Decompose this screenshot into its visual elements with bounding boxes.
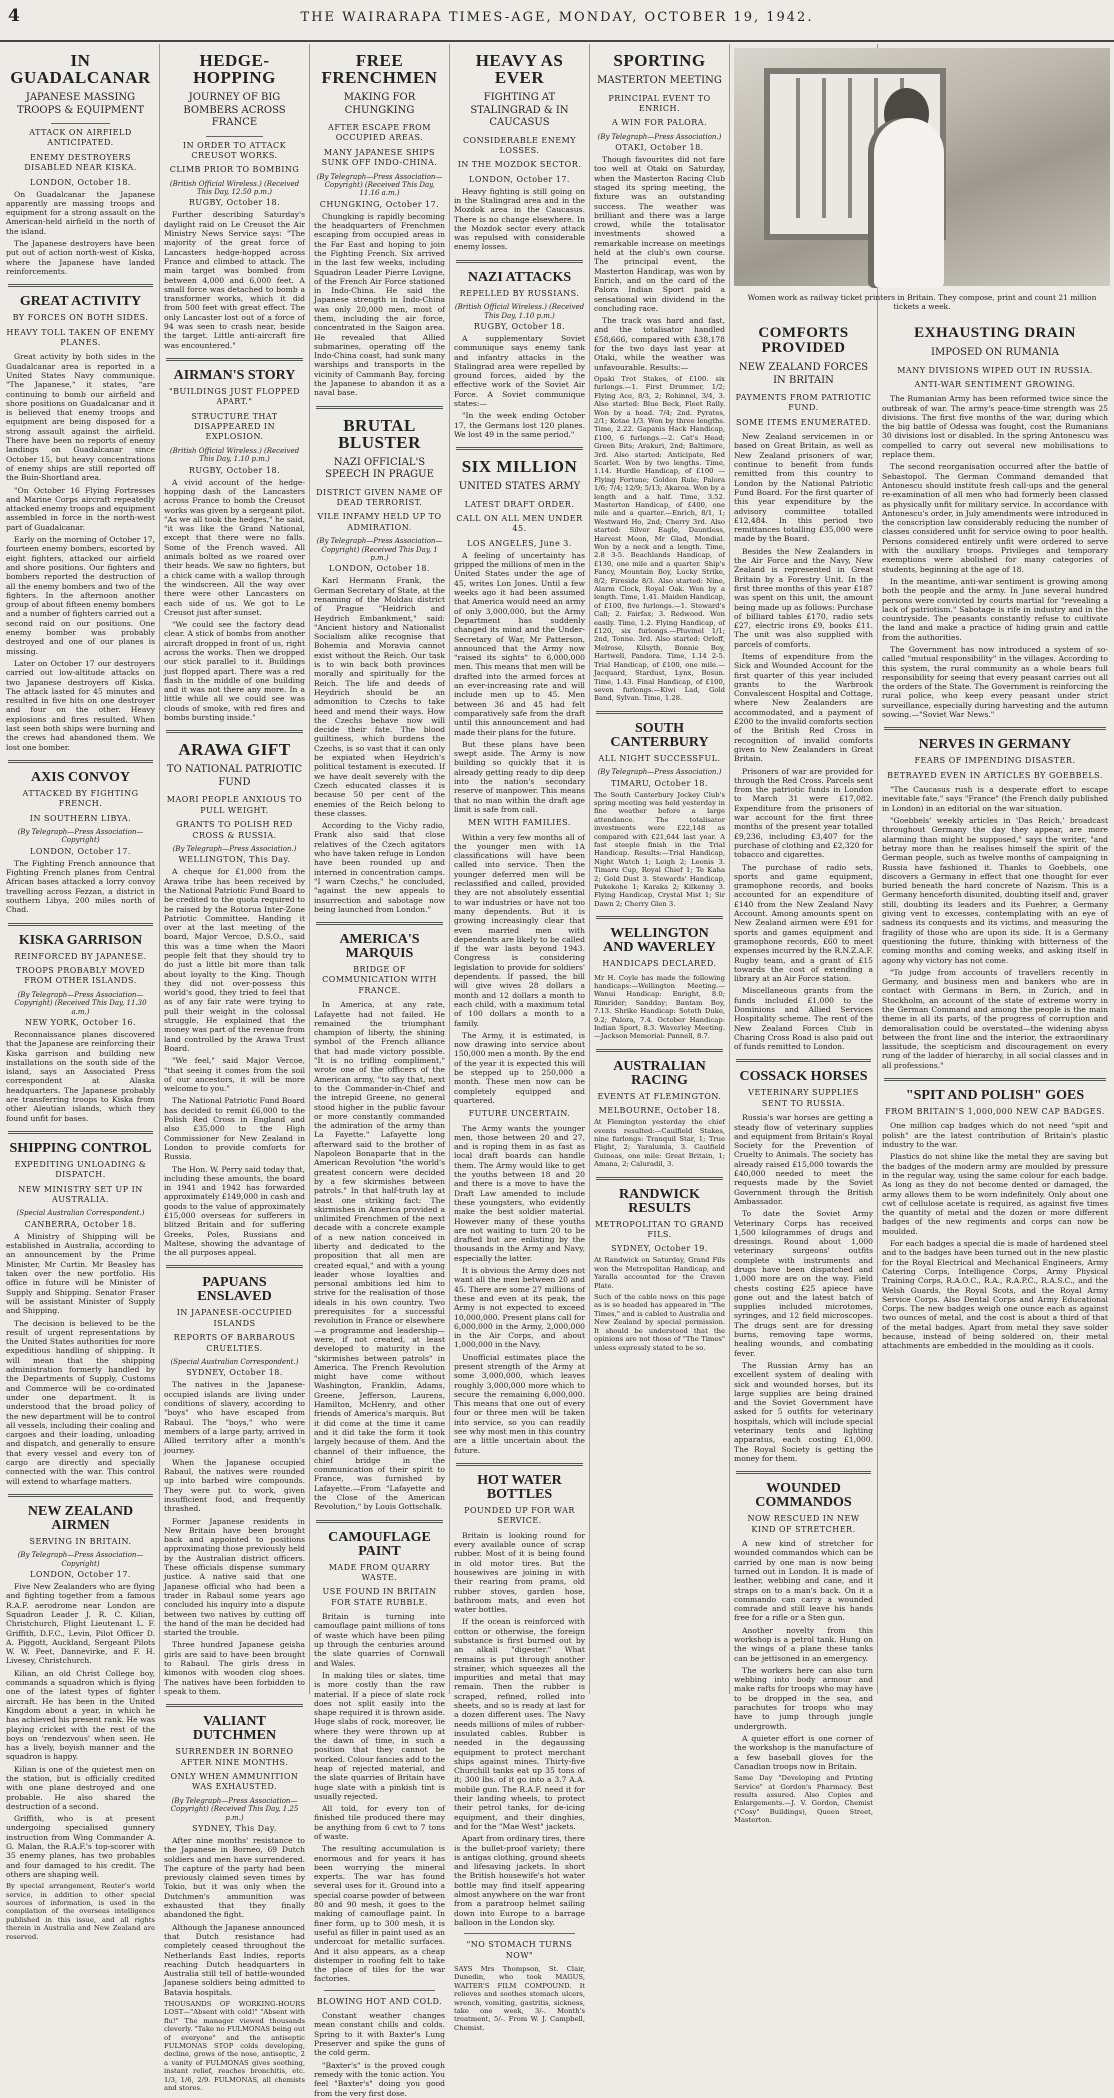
deck: CLIMB PRIOR TO BOMBING — [169, 165, 300, 175]
column-2 — [160, 44, 310, 2093]
column-7 — [878, 318, 1112, 1694]
deck: JAPANESE MASSING TROOPS & EQUIPMENT — [17, 92, 144, 116]
article-paragraph: Kilian is one of the quietest men on the station, but is officially credited with one plane destroyed and one probable. He also shared the destruction of a second. — [6, 1764, 155, 1811]
divider — [166, 1265, 303, 1268]
article-paragraph: It is obvious the Army does not want all the men between 20 and 45. There are some 27 millions of these and even at its peak, the Army is not expected to exceed 10,000,000. Present plans call for 6,000,000 in the Army, 2,000,000 in the Air Corps, and about 1,000,000 in the Navy. — [454, 1266, 585, 1350]
deck: HEAVY TOLL TAKEN OF ENEMY PLANES. — [6, 327, 155, 348]
article-paragraph: The Army, it is estimated, is now drawing into service about 150,000 men a month. By the end of the year it is expected this will be stepped up to 250,000 a month. These men now can be completely equipped and quartered. — [454, 1030, 585, 1105]
dateline: LONDON, October 18. — [329, 564, 430, 574]
article-paragraph: Unofficial estimates place the present strength of the Army at some 3,000,000, which leaves roughly 3,000,000 more which to secure the remaining 6,000,000. This means that one out of every four or three men will be taken into service, so you can readily see why most men in this country are a little uncertain about the future. — [454, 1352, 585, 1455]
deck: POUNDED UP FOR WAR SERVICE. — [464, 1505, 575, 1526]
deck: ANTI-WAR SENTIMENT GROWING. — [914, 379, 1076, 389]
article-paragraph: At Flemington yesterday the chief events resulted:—Caulfield Stakes, nine furlongs: Tranquil Star, 1; True Flight, 2; Yaralumla, 3. Caulfield Guineas, one mile: Great Britain, 1; Amana, 2; Caluradil, 3. — [594, 1118, 725, 1169]
article-paragraph: Reconnaissance planes discovered that the Japanese are reinforcing their Kiska garrison and building new installations on the south side of the island, says an Associated Press correspondent at Alaska headquarters. The Japanese probably are transferring troops to Kiska from other Aleutian islands, which they found unfit for bases. — [6, 1029, 155, 1123]
article-paragraph: The track was hard and fast, and the totalisator handled £58,666, compared with £38,178 for the two days last year at Otaki, while the weather was unfavourable. Results:— — [594, 316, 725, 372]
divider — [456, 260, 583, 263]
headline: RANDWICK RESULTS — [619, 1186, 700, 1216]
photo-caption: Women work as railway ticket printers in Britain. They compose, print and count 21 million tickets a week. — [747, 293, 1097, 311]
deck: REPORTS OF BARBAROUS CRUELTIES. — [173, 1333, 296, 1353]
article-paragraph: In America, at any rate, Lafayette had not failed. He remained the triumphant champion of liberty, the shining symbol of the French alliance that had made victory possible. "It is no trifling compliment," wrote one of the officers of the American army, "to say that, next to the Commander-in-Chief and the intrepid Greene, no general stood higher in the public favour or more constantly commanded the admiration of the army than La Fayette." Lafayette long afterward said to the brother of Napoleon Bonaparte that in the American Revolution "the world's greatest concern were decided by a few skirmishes between patrols." In that half-truth lay at least one striking fact: The skirmishes in America provided a unlimited Frenchmen of the next decade with a concrete example of a new nation conceived in liberty and dedicated to the proposition that all men are created equal," and with a young leader whose loyalties and personal ambitions led him to strive for the realisation of those ideals in his own country. Two prerequisites for a successful revolution in France or elsewhere—a programme and leadership—were, if not created, at least developed to maturity in the "skirmishes between patrols" in America. The French Revolution might have come without Washington, Franklin, Adams, Greene, Jefferson, Laurens, Hamilton, McHenry, and other friends of America's marquis. But it did come at the time it came and it did take the form it took largely because of them. And the channel of their influence, the chief bridge in the communication of their spirit to France, was furnished by Lafayette.—From "Lafayette and the Close of the American Revolution," by Louis Gottschalk. — [314, 1000, 445, 1512]
byline: (By Telegraph—Press Association—Copyright) — [17, 828, 144, 845]
deck: PRINCIPAL EVENT TO ENRICH. — [608, 93, 711, 113]
deck: HANDICAPS DECLARED. — [602, 959, 717, 969]
dateline: LOS ANGELES, June 3. — [467, 538, 572, 548]
article-paragraph: Karl Hermann Frank, the German Secretary of State, at the renaming of the Moldau district of Prague "Heidrich and Heydrich Embankment," said: "Ancient history and Nationalist Socialism alike recognise that Bohemia and Moravia cannot exist without the Reich. Our task is to win back both provinces morally and spiritually for the Reich. The life and deeds of Heydrich should be an admonition to Czechs to take heed and mend their ways. How the Czechs behave now will decide their fate. The blood guiltiness, which burdens the Czechs, is so vast that it can only be expiated when Heydrich's political testament is executed. If we have dealt severely with the Czech educated classes it is because 50 per cent of the enemies of the Reich belong to these classes. — [314, 576, 445, 818]
article-paragraph: According to the Vichy radio, Frank also said that close relatives of the Czech agitators who have taken refuge in London have been rounded up and interned in concentration camps. "I warn Czechs," he concluded, "against the new appeals to insurrection and sabotage now being launched from London." — [314, 821, 445, 914]
headline: SIX MILLION — [461, 457, 578, 477]
deck: IN THE MOZDOK SECTOR. — [457, 160, 582, 170]
article-paragraph: The purchase of radio sets, sports and game equipment, gramophone records, and books accounted for an expenditure of £140 from the New Zealand Navy Account. Among amounts spent on New Zealand airmen were £91 for sports and games equipment and gramophone records, £60 to meet expenses incurred by the R.N.Z.A.F. Rugby team, and a grant of £15 towards the cost of extending a library at an Air Force station. — [734, 862, 873, 984]
article-paragraph: "To judge from accounts of travellers recently in Germany, and business men and bankers who are in contact with Germans in Bern, in Zurich, and in Stockholm, an account of the state of extreme worry in the German Command and among the people is the main theme in all its parts, of the progress of corruption and demoralisation could be overstated—the widening abyss between the front line and the interior, the extraordinary lassitude, the scepticism and discouragement on every rung of the ladder of hierarchy, in all social classes and in all professions." — [882, 967, 1108, 1070]
divider — [166, 730, 303, 733]
deck: FIGHTING AT STALINGRAD & IN CAUCASUS — [470, 92, 569, 128]
byline: (By Telegraph—Press Association.) — [597, 132, 722, 141]
deck: EXPEDITING UNLOADING & DISPATCH. — [14, 1159, 147, 1180]
photo-women-ticket-printers — [734, 48, 1110, 286]
article-paragraph: Heavy fighting is still going on in the Stalingrad area and in the Mozdok area in the Caucasus. There is no change elsewhere. In the Mozdok sector every attack was repulsed with considerable enemy losses. — [454, 186, 585, 252]
article-paragraph: In the meantime, anti-war sentiment is growing among both the people and the army. In June several hundred persons were convicted by courts martial for "revealing a lack of patriotism." Sabotage is rife in industry and in the countryside. The peasants constantly refuse to cultivate the land and make a practice of hiding grain and cattle from the authorities. — [882, 576, 1108, 642]
article-paragraph: Another novelty from this workshop is a petrol tank. Hung on the wings of a plane these tanks can be jettisoned in an emergency. — [734, 1625, 873, 1663]
article-paragraph: New Zealand servicemen in or based on Great Britain, as well as New Zealand prisoners of war, continue to benefit from funds remitted from this country to London by the National Patriotic Fund Board. For the first quarter of this year expenditure by the advisory committee totalled £12,484. In this period two remittances totalling £35,000 were made by the Board. — [734, 432, 873, 544]
article-paragraph: Prisoners of war are provided for through the Red Cross. Parcels sent from the patriotic funds in London to March 31 were £17,082. Expenditure from the prisoners of war account for the first three months of the present year totalled £9,236, including £3,407 for the purchase of clothing and £2,320 for tobacco and cigarettes. — [734, 766, 873, 860]
article-paragraph: On Guadalcanar the Japanese apparently are massing troops and equipment for a strong assault on the American-held airfield in the north of the island. — [6, 189, 155, 236]
article-paragraph: Britain is turning into camouflage paint millions of tons of waste which have been piling up through the centuries around the slate quarries of Cornwall and Wales. — [314, 1612, 445, 1668]
headline: "NO STOMACH TURNS NOW" — [466, 1940, 573, 1960]
article-paragraph: Apart from ordinary tires, there is the bullet-proof variety; there is antigas clothing, ground sheets and lifesaving jackets. In short the British housewife's hot water bottle may find itself appearing almost anywhere on the war front from a paratroop helmet sailing down into Europe to a barrage balloon in the London sky. — [454, 1834, 585, 1927]
article-paragraph: Within a very few months all of the younger men with 1A classifications will have been called into service. Then the younger deferred men will be reclassified and called, provided they are not absolutely essential to war industries or have not too many dependents. But it is growing increasingly clear that even married men with dependents are likely to be called if the war lasts beyond 1943. Congress is considering legislation to provide for soldiers' dependents. If passed, the bill will give wives 28 dollars a month and 12 dollars a month to each child, with a maximum total of 100 dollars a month to a family. — [454, 832, 585, 1028]
divider — [8, 923, 153, 926]
dateline: LONDON, October 17. — [30, 846, 131, 856]
divider — [596, 916, 723, 919]
advertisement: SAYS Mrs Thompson, St. Clair, Dunedin, who took MAGUS, WAITER'S FILM COMPOUND. It relieves and soothes stomach ulcers, wrench, vomiting, gastritis, sickness, take one week, 3/-. Month's treatment, 5/-. From W. J. Campbell, Chemist. — [454, 1964, 585, 2032]
article-paragraph: The Hon. W. Perry said today that, including these amounts, the board in 1941 and 1942 has forwarded approximately £149,000 in cash and goods to the value of approximately £15,000 overseas for sufferers in blitzed Britain and for suffering Greeks, Poles, Russians and Maltese, showing the advantage of the all purposes appeal. — [164, 1164, 305, 1258]
column-4 — [450, 44, 590, 2032]
article-paragraph: Chungking is rapidly becoming the headquarters of Frenchmen escaping from occupied areas in the Far East and hoping to join the Fighting French. Six arrived in the last few weeks, including Squadron Leader Pierre Lovigne, of the French Air Force stationed in Indo-China. He said the Japanese strength in Indo-China was only 20,000 men, most of them, including the air force, concentrated in the Saigon area. He revealed that Allied submarines, operating off the Indo-China coast, had sunk many warships and transports in the vicinity of Cammanh Bay, forcing the Japanese to abandon it as a naval base. — [314, 211, 445, 398]
article-paragraph: Although the Japanese announced that Dutch resistance had completely ceased throughout the Netherlands East Indies, reports reaching Dutch headquarters in Australia still tell of battle-wounded Japanese soldiers being admitted to Batavia hospitals. — [164, 1922, 305, 1997]
deck: VETERINARY SUPPLIES SENT TO RUSSIA. — [748, 1088, 859, 1108]
headline: SOUTH CANTERBURY — [610, 720, 709, 750]
newspaper-title: THE WAIRARAPA TIMES-AGE, MONDAY, OCTOBER 19, 1942. — [300, 10, 814, 25]
headline: COSSACK HORSES — [739, 1069, 868, 1085]
dateline: MELBOURNE, October 18. — [598, 1106, 721, 1116]
byline: (By Telegraph—Press Association—Copyright) — [17, 1551, 144, 1568]
article-paragraph: The Rumanian Army has been reformed twice since the outbreak of war. The army's peace-time strength was 25 divisions. The first five months of the war, during which the big battle of Odessa was fought, cost the Rumanians 30 divisions lost or disabled. In the spring Antonescu was compelled to carry out several new mobilisations to replace them. — [882, 394, 1108, 460]
column-1 — [2, 44, 160, 1941]
dateline: TIMARU, October 18. — [610, 778, 709, 788]
article-paragraph: All told, for every ton of finished tile produced there may be anything from 6 cwt to 7 tons of waste. — [314, 1804, 445, 1841]
dateline: OTAKI, October 18. — [615, 143, 704, 153]
article-paragraph: Further describing Saturday's daylight raid on Le Creusot the Air Ministry News Service says: "The majority of the great force of Lancasters hedge-hopped across France and climbed to attack. The main target was bombed from between 4,000 and 6,000 feet. A small force was detached to bomb a transformer works, which it did from 500 feet with great effect. The only Lancaster lost out of a force of 94 was seen to crash near, beside the target. Little anti-aircraft fire was encountered." — [164, 210, 305, 350]
deck: DISTRICT GIVEN NAME OF DEAD TERRORIST. — [316, 487, 443, 508]
headline: WELLINGTON AND WAVERLEY — [603, 926, 716, 956]
deck: AFTER ESCAPE FROM OCCUPIED AREAS. — [328, 123, 431, 143]
headline: FREE FRENCHMEN — [321, 51, 438, 87]
deck: USE FOUND IN BRITAIN FOR STATE RUBBLE. — [322, 1587, 437, 1607]
headline: HOT WATER BOTTLES — [477, 1472, 562, 1502]
divider — [596, 1177, 723, 1180]
article-paragraph: The South Canterbury Jockey Club's spring meeting was held yesterday in fine weather before a large attendance. The totalisator investments were £22,148 as compared with £21,644 last year. A fast steeple finish in the Trial Handicap. Results:—Trial Handicap, Night Watch 1; Leigh 2; Leonis 3. Timaru Cup, Royal Chief 1; Te Kaha 2; Gold Dust 3. Stewards' Handicap, Pukekohe 1; Karaka 2; Kilkenny 3. Flying Handicap, Crystal Mist 1; Sir Dawn 2; Cherry Glen 3. — [594, 790, 725, 908]
article-paragraph: The second reorganisation occurred after the battle of Sebastopol. The German Command demanded that Antonescu should institute fresh call-ups and the general re-examination of all men who had formerly been classed as physically unfit for military service. In accordance with Antonescu's order, in July amendments were introduced in the conscription law considerably reducing the number of classes considered unfit for service owing to poor health. Persons considered entirely unfit were ordered to serve with the auxiliary troops. Privileges and temporary exemptions were abolished for many categories of students, beginning at the age of 18. — [882, 462, 1108, 574]
footer-note: By special arrangement, Reuter's world service, in addition to other special sources of information, is used in the compilation of the overseas intelligence published in this issue, and all rights therein in Australia and New Zealand are reserved. — [6, 1882, 155, 1941]
headline: SHIPPING CONTROL — [9, 1140, 152, 1156]
headline: IN GUADALCANAR — [10, 51, 151, 87]
deck: ENEMY DESTROYERS DISABLED NEAR KISKA. — [24, 152, 137, 173]
dateline: LONDON, October 17. — [30, 1570, 131, 1580]
headline: NAZI ATTACKS — [467, 269, 572, 285]
headline: AXIS CONVOY — [31, 769, 130, 785]
article-paragraph: At Randwick on Saturday, Grand Fils won the Metropolitan Handicap, and Yaralla accounted for the Craven Plate. — [594, 1256, 725, 1290]
headline: KISKA GARRISON — [18, 932, 143, 948]
deck: ALL NIGHT SUCCESSFUL. — [598, 753, 721, 763]
deck: METROPOLITAN TO GRAND FILS. — [594, 1219, 725, 1240]
byline: (Special Australian Correspondent.) — [16, 1209, 145, 1218]
dateline: SYDNEY, October 19. — [611, 1244, 708, 1254]
headline: NEW ZEALAND AIRMEN — [27, 1503, 134, 1533]
article-paragraph: The Army wants the younger men, those between 20 and 27, and is roping them in as fast as local draft boards can handle them. The Army would like to get the youths between 18 and 20 and there is a move to have the Draft Law amended to include these youngsters, who evidently make the best soldier material. However many of these youths are not waiting to turn 20 to be drafted but are enlisting by the thousands in the Army and Navy, especially the latter. — [454, 1123, 585, 1263]
headline: COMFORTS PROVIDED — [758, 325, 849, 356]
divider — [324, 1990, 435, 1991]
deck: TO NATIONAL PATRIOTIC FUND — [166, 764, 303, 788]
dateline: RUGBY, October 18. — [188, 198, 281, 208]
dateline: RUGBY, October 18. — [188, 465, 281, 475]
article-paragraph: The Russian Army has an excellent system of dealing with sick and wounded horses, but its large supplies are being drained and the Soviet Government have asked for 5 outfits for veterinary hospitals, which will include special veterinary tents and lighting apparatus, each costing £1,000. The Royal Society is getting the money for them. — [734, 1360, 873, 1463]
deck: MADE FROM QUARRY WASTE. — [328, 1562, 431, 1582]
byline: (British Official Wireless.) (Received This Day, 1.10 p.m.) — [454, 303, 585, 320]
column-6-body — [730, 318, 878, 1825]
article-paragraph: Plastics do not shine like the metal they are saving but the badges of the modern army are moulded by pressure in the regular way, using the same colour for each badge. As long as they do not become dented or damaged, the army allows them to be worn indefinitely. Only about one cwt of cellulose acetate is required, as against five times the quantity of metal and the dozen or more different badges of the new regiments and corps can now be moulded. — [882, 1152, 1108, 1236]
deck: IN ORDER TO ATTACK CREUSOT WORKS. — [182, 140, 287, 160]
article-paragraph: The National Patriotic Fund Board has decided to remit £6,000 to the Polish Red Cross in England and also £35,000 to the High Commissioner for New Zealand in London to provide comforts for Russia. — [164, 1096, 305, 1162]
masthead — [0, 0, 1114, 42]
byline: (By Telegraph—Press Association—Copyright) (Received This Day, 11.30 a.m.) — [14, 990, 147, 1016]
divider — [8, 1494, 153, 1497]
article-paragraph: Though favourites did not fare too well at Otaki on Saturday, when the Masterton Racing Club staged its spring meeting, the fixture was an outstanding success. The weather was brilliant and there was a large crowd, while the totalisator investments showed a remarkable increase on meetings held at the club's own course. The principal event, the Masterton Handicap, was won by Enrich, and on the card of the Palora Indian Sport paid a sensational win dividend in the concluding race. — [594, 155, 725, 313]
byline: (By Telegraph—Press Association.) — [172, 844, 297, 853]
deck: VILE INFAMY HELD UP TO ADMIRATION. — [317, 512, 442, 532]
deck: MAORI PEOPLE ANXIOUS TO PULL WEIGHT. — [166, 795, 303, 815]
deck: UNITED STATES ARMY — [458, 481, 581, 493]
article-paragraph: Russia's war horses are getting a steady flow of veterinary supplies and equipment from Britain's Royal Society for the Prevention of Cruelty to Animals. The society has already raised £15,000 towards the £40,000 needed to meet the requests made by the Soviet Government through the British Ambassador. — [734, 1113, 873, 1206]
article-paragraph: Later on October 17 our destroyers carried out low-altitude attacks on two Japanese destroyers off Kiska. The attack lasted for 45 minutes and resulted in five hits on one destroyer and four on the other. Heavy explosions and fires resulted. When last seen both ships were burning and the crews had abandoned them. We lost one bomber. — [6, 658, 155, 752]
headline: WOUNDED COMMANDOS — [755, 1481, 852, 1511]
article-paragraph: Mr H. Coyle has made the following handicaps:—Wellington Meeting.—Wanui Handicap: Enright, 8.0; Rimrider; Sandday; Bantam Boy, 7.13. Shrike Handicap: Soteth Duke, 9.2; Palora, 7.4. October Handicap: Indian Sport, 8.3. Waverley Meeting.—Jackson Memorial: Pannell, 8.7. — [594, 973, 725, 1041]
deck: LATEST DRAFT ORDER. — [464, 499, 575, 509]
deck: "BUILDINGS JUST FLOPPED APART." — [168, 386, 300, 407]
article-paragraph: One million cap badges which do not need "spit and polish" are the latest contribution of Britain's plastic industry to the war. — [882, 1121, 1108, 1150]
article-paragraph: A quieter effort is one corner of the workshop is the manufacture of a few baseball gloves for the Canadian troops now in Britain. — [734, 1733, 873, 1771]
article-paragraph: Five New Zealanders who are flying and fighting together from a famous R.A.F. aerodrome near London are Squadron Leader J. R. C. Kilian, Christchurch, Flight Lieutenant L. F. Griffith, D.F.C., Levin, Pilot Officer D. A. Piggott, Auckland, Sergeant Pilots W. W. Peet, Dannevirke, and F. H. Livesey, Christchurch. — [6, 1582, 155, 1666]
deck: NEW MINISTRY SET UP IN AUSTRALIA. — [18, 1184, 143, 1205]
deck: ATTACKED BY FIGHTING FRENCH. — [22, 788, 139, 809]
article-paragraph: Griffith, who is at present undergoing specialised gunnery instruction from Wing Commander A. G. Malan, the R.A.F.'s top-scorer with 35 enemy planes, has two probables and four damaged to his credit. The others are shaping well. — [6, 1814, 155, 1879]
article-paragraph: The Government has now introduced a system of so-called "mutual responsibility" in the villages. According to this system, the rural community as a whole bears full responsibility for seeing that every peasant carries out all the orders of the State. The Government is reinforcing the rural police, who keep every peasant under strict surveillance, especially during harvesting and the autumn sowing.—"Soviet War News." — [882, 645, 1108, 720]
race-results: Opaki Trot Stakes, of £100. six furlongs.—1. First Drummer, 1/2; Flying Ace, 8/3, 2; Rohinnel, 3/4, 3. Also started: Blue Beck, Fleet Rally. Won by a head. 7/4; 2nd. Pyrates, 2/1; Kotae 1/3. Won by three lengths. Time, 2.22. Gapanis Hack Handicap, £100, 6 furlongs.—2. Cat's Head; Green Bits; Arakuri, 2nd; Baltimore, 3rd. Also started: Anticipate, Red Scarlet. Won by two lengths. Time, 1.14. Hurdle Handicap, of £100 —Flying Fortune; Golden Rule; Palora 1/6; 7/4; 12/9; 5/13; Akaroa. Won by a length and a half. Time, 3.52. Masterton Handicap, of £400, one mile and a quarter.—Enrich, 8/1, 1; Westward Ho, 2nd; Cherry 3rd. Also started: Silver Eagle, Dauntless, Harvest Moon, Mr Glad, Mondial. Won by a neck and a length. Time, 2.8 3-5. Beachlands Handicap, of £130, one mile and a quarter. Ship's Fancy, Mountain Boy, Lucky Strike, 8/2; Fireside 8/3. Also started: Nine, Alarm Clock, Royal Oak. Won by a length. Time, 1.41. Maiden Handicap, of £100, five furlongs.—1. Steward's Call; 2. Fairfax; 3. Redwood. Won easily. Time, 1.2. Flying Handicap, of £120, six furlongs.—Pluvinel 1/1; 2nd, Tonne. 3rd. Also started: Orloff, Melrose, Kilsyth, Bonnie Boy, Hartwell, Pandora. Time, 1.14 2-5. Trial Handicap, of £100, one mile.—Jacquard, Stardust, Lynx, Bosun. Time, 1.43. Final Handicap, of £100, seven furlongs.—Kiwi Lad, Gold Band, Sylvan. Time, 1.28. — [594, 374, 725, 703]
deck: IMPOSED ON RUMANIA — [931, 347, 1059, 358]
divider — [316, 1520, 443, 1523]
photo-figure — [874, 118, 944, 288]
headline: AMERICA'S MARQUIS — [339, 932, 420, 962]
divider — [456, 447, 583, 450]
byline: (By Telegraph—Press Association—Copyright) (Received This Day, 1.25 p.m.) — [170, 1796, 299, 1822]
deck: GRANTS TO POLISH RED CROSS & RUSSIA. — [176, 820, 293, 840]
divider — [464, 1933, 575, 1934]
article-paragraph: If the ocean is reinforced with cotton or otherwise, the foreign substance is first burned out by an alkali "digester." What remains is put through another strainer, which squeezes all the impurities and metal that may remain. Then the rubber is scraped, refined, rolled into sheets, and so is ready at last for a dozen different uses. The Navy needs millions of miles of rubber-insulated cables. Rubber is needed in the degaussing equipment to protect merchant ships against mines. Thirty-five Churchill tanks eat up 35 tons of it; 300 lbs. of it go into a 3.7 A.A. mobile gun. The R.A.F. need it for their landing wheels, to protect their petrol tanks, for de-icing equipment, and their dinghies, and for the "Mae West" jackets. — [454, 1617, 585, 1831]
deck: NEW ZEALAND FORCES IN BRITAIN — [738, 362, 869, 386]
dateline: SYDNEY, This Day. — [192, 1823, 277, 1833]
dateline: CANBERRA, October 18. — [24, 1219, 137, 1229]
byline: (British Official Wireless.) (Received This Day, 12.50 p.m.) — [169, 179, 300, 197]
article-paragraph: "In the week ending October 17, the Germans lost 120 planes. We lost 49 in the same period." — [454, 411, 585, 439]
deck: EVENTS AT FLEMINGTON. — [597, 1091, 722, 1101]
dateline: RUGBY, October 18. — [473, 321, 566, 331]
article-paragraph: "The Caucasus rush is a desperate effort to escape inevitable fate," says "France" (the French daily published in London) in an editorial on the war situation. — [882, 785, 1108, 813]
article-paragraph: "On October 16 Flying Fortresses and Marine Corps aircraft repeatedly attacked enemy troops and equipment assembled in force in the north-west part of Guadalcanar. — [6, 485, 155, 532]
article-paragraph: The Fighting French announce that Fighting French planes from Central African bases attacked a lorry convoy travelling across Fezzan, a district in southern Libya, 200 miles north of Chad. — [6, 858, 155, 915]
divider — [206, 136, 262, 137]
divider — [51, 123, 111, 124]
headline: BRUTAL BLUSTER — [338, 415, 421, 452]
subheading: MEN WITH FAMILIES. — [468, 818, 571, 828]
advertisement: THOUSANDS OF WORKING-HOURS LOST—"Absent with cold!" "Absent with flu!" The manager viewed thousands cleverly. "Take no FULMONAS being out of everyone" and the antiseptic FULMONAS STOP colds developing, decline, grows of the nose, antiseptic, 2 a vanity of FULMONAS gives soothing, instant relief, reaches bronchitis, etc. 1/3, 1/6, 2/9. FULMONAS, all chemists and stores. — [164, 2000, 305, 2093]
deck: IN JAPANESE-OCCUPIED ISLANDS — [176, 1308, 293, 1328]
article-paragraph: Items of expenditure from the Sick and Wounded Account for the first quarter of this year included grants to the Warbrook Convalescent Hospital and Cottage, where New Zealanders are accommodated, and a payment of £200 to the invalid comforts section of the British Red Cross in recognition of invalid comforts given to New Zealanders in Great Britain. — [734, 652, 873, 764]
article-paragraph: The natives in the Japanese-occupied islands are living under conditions of slavery, according to "boys" who have escaped from Rabaul. The "boys," who were members of a large party, arrived in Allied territory after a month's journey. — [164, 1380, 305, 1455]
article-paragraph: "Baxter's" is the proved cough remedy with the tonic action. You feel "Baxter's" doing you good from the very first dose. — [314, 2060, 445, 2098]
deck: SURRENDER IN BORNEO AFTER NINE MONTHS. — [175, 1747, 294, 1767]
deck: SOME ITEMS ENUMERATED. — [736, 417, 871, 427]
deck: MANY DIVISIONS WIPED OUT IN RUSSIA. — [897, 365, 1093, 375]
article-paragraph: In making tiles or slates, time is more costly than the raw material. If a piece of slate rock does not split easily into the shape required it is thrown aside. Huge slabs of rock, moreover, lie where they were thrown up at the dawn of time, in such a position that they cannot be worked. Colour fancies add to the heap of rejected material, and the slate quarries of Britain have huge slate with a pinkish tint is usually rejected. — [314, 1670, 445, 1801]
page-number: 4 — [8, 6, 20, 26]
article-paragraph: A feeling of uncertainty has gripped the millions of men in the United States under the age of 45, writes Lon Jones. Until a few weeks ago it had been assumed that America would need an army of only 3,000,000, but the Army Department has suddenly changed its mind and the Under-Secretary of War, Mr Patterson, announced that the Army now "raised its sights" to 6,000,000 men. This means that men will be drafted into the armed forces at an ever-increasing rate and will include men up to 45. Men between 36 and 45 had felt comparatively safe from the draft until this announcement and had made their plans for the future. — [454, 550, 585, 737]
article-paragraph: A new kind of stretcher for wounded commandos which can be carried by one man is now being turned out in London. It is made of leather, webbing and cane, and it straps on to a man's back. On it a commando can carry a wounded comrade and still leave his hands free for a rifle or a Sten gun. — [734, 1539, 873, 1623]
advertisement: Same Day "Developing and Printing Service" at Gordon's Pharmacy. Best results assured. Also Copies and Enlargements.—J. V. Gordon, Chemist ("Cosy" Buildings), Queen Street, Masterton. — [734, 1774, 873, 1825]
divider — [884, 1078, 1106, 1081]
headline: BLOWING HOT AND COLD. — [316, 1996, 443, 2006]
article-paragraph: A Ministry of Shipping will be established in Australia, according to an announcement by the Prime Minister, Mr Curtin. Mr Beasley has taken over the new portfolio. His office in future will be Minister of Supply and Shipping. Senator Fraser will be assistant Minister of Supply and Shipping. — [6, 1231, 155, 1316]
footer-note: Such of the cable news on this page as is so headed has appeared in "The Times," and is cabled to Australia and New Zealand by special permission. It should be understood that the opinions are not those of "The Times" unless expressly stated to be so. — [594, 1293, 725, 1352]
article-paragraph: Besides the New Zealanders in the Air Force and the Navy, New Zealand is represented in Great Britain by a Forestry Unit. In the first three months of this year £187 was spent on this unit, the amount being made up as follows: Purchase of billiard tables £170, radio sets £27, electric irons £9, books £11. The unit was also supplied with parcels of comforts. — [734, 546, 873, 649]
article-paragraph: A supplementary Soviet communique says enemy tank and infantry attacks in the Stalingrad area were repelled by ground forces, aided by the effective work of the Soviet Air Force. A Soviet communique states:— — [454, 333, 585, 408]
divider — [596, 711, 723, 714]
deck: MASTERTON MEETING — [597, 75, 722, 86]
article-paragraph: A cheque for £1,000 from the Arawa tribe has been received by the National Patriotic Fund Board to be credited to the quota required to be raised by the Rotorua Inter-Zone Patriotic Committee. Handing it over at the last meeting of the board, Major Vercoe, D.S.O., said this was a time when the Maori people felt that they should try to do just a little bit more than talk about loyalty to the King. Though they did not over-possess this world's good, they tried to feel that as of any fair rate were trying to pull their weight in the colossal struggle. He explained that the money was part of the revenue from land controlled by the Arawa Trust Board. — [164, 867, 305, 1053]
headline: EXHAUSTING DRAIN — [914, 325, 1076, 341]
divider — [8, 760, 153, 763]
article-paragraph: But these plans have been swept aside. The Army is now building so quickly that it is already getting ready to dip deep into the nation's secondary reserve of manpower. This means that no man within the draft age limit is safe from call. — [454, 739, 585, 814]
subheading: FUTURE UNCERTAIN. — [468, 1109, 571, 1119]
headline: AUSTRALIAN RACING — [613, 1058, 706, 1088]
divider — [166, 358, 303, 361]
deck: JOURNEY OF BIG BOMBERS ACROSS FRANCE — [183, 92, 286, 128]
deck: FEARS OF IMPENDING DISASTER. — [914, 756, 1076, 766]
deck: CALL ON ALL MEN UNDER 45. — [456, 514, 583, 534]
headline: NERVES IN GERMANY — [918, 737, 1072, 753]
deck: BRIDGE OF COMMUNICATION WITH FRANCE. — [322, 965, 437, 995]
photo-caption-box — [734, 290, 1110, 317]
article-paragraph: Miscellaneous grants from the funds included £1,000 to the Dominions and Allied Services Hospitality scheme. The rent of the New Zealand Forces Club in Charing Cross Road is also paid out of funds remitted to London. — [734, 986, 873, 1052]
divider — [736, 1471, 871, 1474]
dateline: LONDON, October 17. — [469, 174, 570, 184]
article-paragraph: Kilian, an old Christ College boy, commands a squadron which is flying one of the latest types of fighter aircraft. He has been in the United Kingdom about a year, in which he has achieved his present rank. He was playing cricket with the rest of the boys on 'rendezvous' when seen. He has a lively, boyish manner and the squadron is happy. — [6, 1668, 155, 1762]
divider — [316, 406, 443, 409]
article-paragraph: A vivid account of the hedge-hopping dash of the Lancasters across France to bomb the Creusot works was given by a sergeant pilot. "As we all took the hedges," he said, "it was like the Grand National, except that there were no falls. Some of the French waved. All animals bolted as we roared over their heads. We saw no fighters, but a chick came with a wallop through the windscreen. All the way over there were other Lancasters on each side of us. We got to Le Creusot just after sunset. — [164, 477, 305, 617]
dateline: CHUNGKING, October 17. — [319, 199, 440, 209]
article-paragraph: After nine months' resistance to the Japanese in Borneo, 69 Dutch soldiers and men have surrendered. The capture of the party had been previously claimed seven times by Tokio, but it was only when the Dutchmen's ammunition was exhausted that they finally abandoned the fight. — [164, 1835, 305, 1920]
byline: (By Telegraph—Press Association—Copyright) (Received This Day, 1 p.m.) — [316, 537, 443, 563]
divider — [596, 1049, 723, 1052]
article-paragraph: For each badges a special die is made of hardened steel and to the badges have been turned out in the new plastic for the Royal Electrical and Mechanical Engineers, Army Catering Corps, Intelligence Corps, Army Physical Training Corps, R.A.O.C., R.A., R.A.P.C., R.A.S.C., and the Welsh Guards, the Royal Scots, and the Royal Army Service Corps. Also Dental Corps and Army Educational Corps. The new badges weigh one ounce each as against two ounces of metal, and the cost is about a third of that of the metal badges. Apart from metal they save solder because, instead of being soldered on, their metal attachments are embedded in the moulding as it cools. — [882, 1239, 1108, 1351]
divider — [166, 1704, 303, 1707]
deck: BY FORCES ON BOTH SIDES. — [12, 313, 149, 323]
article-paragraph: Former Japanese residents in New Britain have been brought back and appointed to positions approximating those previously held by the Australian district officers. These officials dispense summary justice. A native said that one Japanese official who had been a trader in Rabaul some years ago concluded his inquiry into a dispute between two natives by cutting off the hand of the man he decided had started the trouble. — [164, 1516, 305, 1638]
article-paragraph: When the Japanese occupied Rabaul, the natives were rounded up into barbed wire compounds. They were put to work, given insufficient food, and frequently thrashed. — [164, 1457, 305, 1514]
deck: MANY JAPANESE SHIPS SUNK OFF INDO-CHINA. — [321, 147, 438, 168]
article-paragraph: The resulting accumulation is enormous and for years it has been worrying the mineral experts. The war has found several uses for it. Ground into a special coarse powder of between 80 and 90 mesh, it goes to the making of camouflage paint. In finer form, up to 300 mesh, it is useful as filler in paint used as an undercoat for metallic surfaces. And it also appears, as a cheap distemper in roofing felt to take the place of tiles for the war factories. — [314, 1844, 446, 1984]
deck: NOW RESCUED IN NEW KIND OF STRETCHER. — [747, 1514, 860, 1534]
article-paragraph: The Japanese destroyers have been put out of action north-west of Kiska, where the Japanese have landed reinforcements. — [6, 239, 155, 276]
byline: (By Telegraph—Press Association—Copyright) (Received This Day, 11.16 a.m.) — [316, 172, 443, 198]
dateline: WELLINGTON, This Day. — [178, 855, 291, 865]
headline: "SPIT AND POLISH" GOES — [905, 1088, 1085, 1104]
deck: REPELLED BY RUSSIANS. — [459, 288, 580, 298]
article-paragraph: Great activity by both sides in the Guadalcanar area is reported in a United States Navy communique. "The Japanese," it states, "are continuing to bomb our airfield and shore positions on Guadalcanar and it is believed that enemy troops and equipment are being disposed for a strong assault against the airfield. There have been no reports of enemy landings on Guadalcanar since October 15, but heavy concentrations of enemy ships are still reported off the Buin-Shortland area. — [6, 352, 155, 483]
headline: AIRMAN'S STORY — [173, 367, 296, 383]
deck: CONSIDERABLE ENEMY LOSSES. — [462, 135, 577, 155]
deck: REINFORCED BY JAPANESE. — [14, 951, 147, 961]
column-3 — [310, 44, 450, 2098]
headline: PAPUANS ENSLAVED — [197, 1275, 272, 1305]
headline: SPORTING — [613, 51, 706, 70]
dateline: NEW YORK, October 16. — [24, 1017, 137, 1027]
divider — [736, 1059, 871, 1062]
divider — [8, 284, 153, 287]
deck: STRUCTURE THAT DISAPPEARED IN EXPLOSION. — [191, 411, 278, 442]
column-5 — [590, 44, 730, 1694]
article-paragraph: "We feel," said Major Vercoe, "that seeing it comes from the soil of our ancestors, it will be more welcome to you." — [164, 1056, 305, 1094]
byline: (Special Australian Correspondent.) — [170, 1358, 299, 1367]
deck: BETRAYED EVEN IN ARTICLES BY GOEBBELS. — [887, 770, 1103, 780]
article-paragraph: Early on the morning of October 17, fourteen enemy bombers, escorted by eight fighters, attacked our airfield and shore positions. Our fighters and bombers reported the destruction of all the enemy bombers and two of the fighters. In the afternoon another group of about fifteen enemy bombers and a number of fighters carried out a second raid on our positions. One enemy bomber was probably destroyed and one of our planes is missing. — [6, 535, 155, 656]
article-paragraph: "We could see the factory dead clear. A stick of bombs from another aircraft dropped in front of us, right across the works. Then we dropped our stick parallel to it. Buildings just flopped apart. There was a red flash in the middle of one building and it was not there any more. In a little while all we could see was clouds of smoke, with red fires and bombs bursting inside." — [164, 620, 305, 723]
deck: MAKING FOR CHUNGKING — [343, 92, 416, 116]
article-paragraph: Britain is looking round for every available ounce of scrap rubber. Most of it is being found in old motor tires. But the housewives are joining in with their rearing from prams, old rubber stoves, garden hose, bathroom mats, and even hot water bottles. — [454, 1530, 585, 1615]
headline: HEDGE-HOPPING — [193, 51, 276, 87]
dateline: LONDON, October 18. — [30, 177, 131, 187]
headline: HEAVY AS EVER — [475, 51, 564, 87]
byline: (British Official Wireless.) (Received This Day, 1.10 p.m.) — [169, 446, 300, 464]
deck: SERVING IN BRITAIN. — [29, 1536, 132, 1546]
divider — [8, 1131, 153, 1134]
article-paragraph: To date the Soviet Army Veterinary Corps has received 1,500 kilogrammes of drugs and dressings. Round about 1,000 veterinary surgeons' outfits complete with instruments and drugs have been dispatched and 1,000 more are on the way. Field chests costing £25 apiece have gone out and the latest batch of supplies included microtomes, syringes, and 12 field microscopes. The drugs sent are for dressing burns, removing tape worms, healing wounds, and combating fever. — [734, 1209, 873, 1358]
article-paragraph: Three hundred Japanese geisha girls are said to have been brought to Rabaul. The girls dress in kimonos with wooden clog shoes. The natives have been forbidden to speak to them. — [164, 1640, 305, 1696]
dateline: SYDNEY, October 18. — [186, 1368, 283, 1378]
deck: ONLY WHEN AMMUNITION WAS EXHAUSTED. — [170, 1772, 299, 1792]
divider — [456, 1463, 583, 1466]
headline: CAMOUFLAGE PAINT — [328, 1529, 431, 1559]
article-paragraph: Constant weather changes mean constant chills and colds. Spring to it with Baxter's Lung Preserver and spike the guns of the cold germ. — [314, 2011, 445, 2058]
deck: FROM BRITAIN'S 1,000,000 NEW CAP BADGES. — [885, 1107, 1105, 1117]
deck: TROOPS PROBABLY MOVED FROM OTHER ISLANDS. — [15, 966, 146, 986]
byline: (By Telegraph—Press Association.) — [597, 768, 722, 777]
headline: GREAT ACTIVITY — [19, 294, 142, 310]
divider — [316, 922, 443, 925]
deck: A WIN FOR PALORA. — [611, 118, 708, 128]
deck: IN SOUTHERN LIBYA. — [29, 813, 132, 823]
article-paragraph: The workers here can also turn webbing into body armour and make rafts for troops who may have to be dropped in the sea, and parachutes for troops who may have to jump through jungle undergrowth. — [734, 1665, 874, 1731]
headline: ARAWA GIFT — [178, 740, 291, 760]
headline: VALIANT DUTCHMEN — [192, 1714, 277, 1744]
deck: NAZI OFFICIAL'S SPEECH IN PRAGUE — [325, 456, 434, 481]
divider — [884, 727, 1106, 730]
deck: PAYMENTS FROM PATRIOTIC FUND. — [735, 393, 872, 413]
article-paragraph: "Goebbels' weekly articles in 'Das Reich,' broadcast throughout Germany the day they appear, are more alarming than might be supposed," says the writer, "and betray more than he realises himself the spirit of the German people, such as twelve months of campaigning in Russia have fashioned it. Thanks to Goebbels, one discovers a Germany in effect that one thought for ever buried beneath the hard concrete of Nazism. This is a Germany henceforth disunited, doubting itself and, graver still, doubting its leaders and its Fuehrer, a Germany giving vent to excesses, contemplating with an eye of sadness its conquests and its victims, and measuring the fragility of those who are upon its side. It is a Germany questioning the future, thinking with bitterness of the coming months and coming weeks, and asking itself in agony why victory has not come. — [882, 816, 1108, 965]
article-paragraph: The decision is believed to be the result of urgent representations by the United States authorities for more expeditious handling of shipping. It will mean that the shipping administration formerly handled by the Departments of Supply, Customs and Commerce will be co-ordinated under one department. It is understood that the broad policy of the new department will be to control all vessels, including their coaling and cargoes and their loading, unloading and dispatch, and generally to ensure that every vessel and every ton of cargo are directly and specially connected with the war. This control will extend to wharfage matters. — [6, 1318, 155, 1486]
deck: ATTACK ON AIRFIELD ANTICIPATED. — [29, 128, 132, 148]
